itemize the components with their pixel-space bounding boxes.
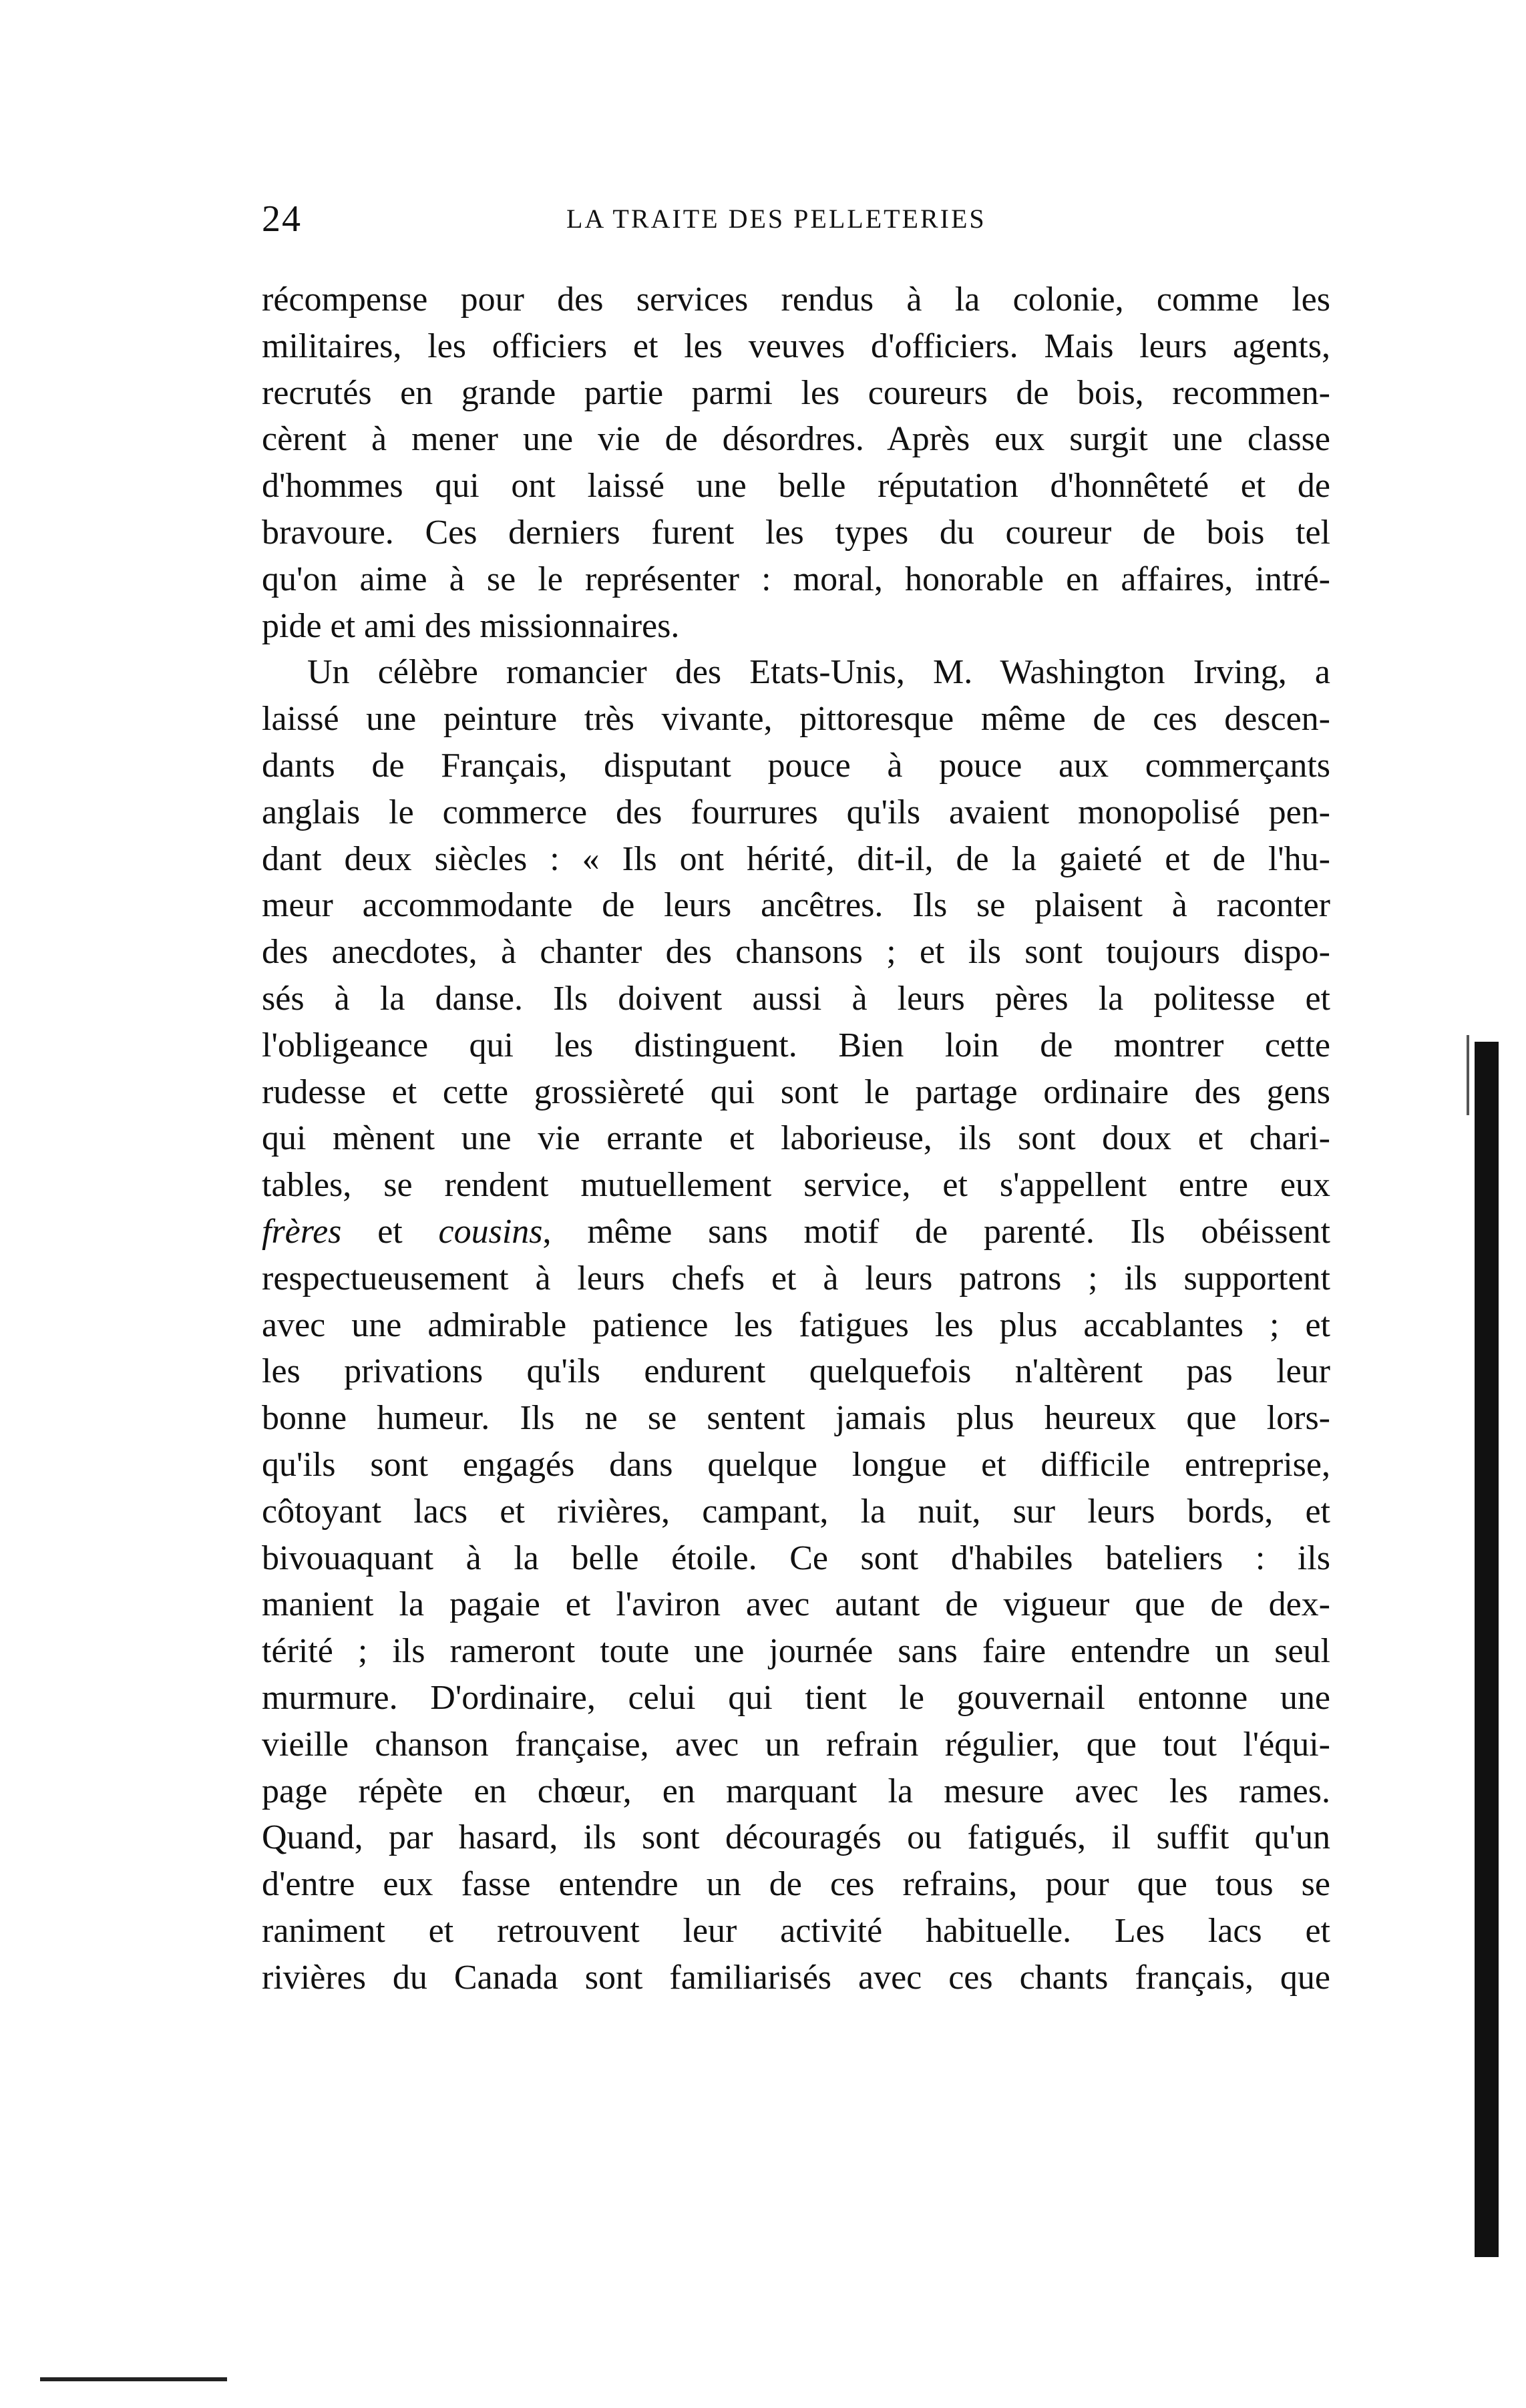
text-line: térité ; ils rameront toute une journée sans faire entendre un seul [262,1632,1330,1671]
body-text [262,276,1330,2001]
margin-scan-mark [1467,1035,1469,1115]
text-line: cèrent à mener une vie de désordres. Après eux surgit une classe [262,420,1330,459]
text-line: qui mènent une vie errante et laborieuse, ils sont doux et chari- [262,1119,1330,1158]
italic-word: cousins [438,1212,543,1251]
margin-scan-bar [1475,1042,1499,2257]
text-line: laissé une peinture très vivante, pittoresque même de ces descen- [262,700,1330,739]
text-line: militaires, les officiers et les veuves d'officiers. Mais leurs agents, [262,327,1330,365]
text-line: qu'ils sont engagés dans quelque longue et difficile entreprise, [262,1445,1330,1484]
text-line: rudesse et cette grossièreté qui sont le partage ordinaire des gens [262,1072,1330,1111]
footer-rule [40,2377,227,2381]
text-line: vieille chanson française, avec un refrain régulier, que tout l'équi- [262,1725,1330,1764]
text-line: bonne humeur. Ils ne se sentent jamais plus heureux que lors- [262,1399,1330,1438]
text-line: des anecdotes, à chanter des chansons ; et ils sont toujours dispo- [262,933,1330,972]
text-line: meur accommodante de leurs ancêtres. Ils se plaisent à raconter [262,886,1330,925]
text-line: récompense pour des services rendus à la colonie, comme les [262,280,1330,319]
text-line: page répète en chœur, en marquant la mesure avec les rames. [262,1772,1330,1810]
text-line: frères et cousins, même sans motif de parenté. Ils obéissent [262,1212,1330,1251]
text-line: bravoure. Ces derniers furent les types du coureur de bois tel [262,513,1330,552]
text-line: d'entre eux fasse entendre un de ces refrains, pour que tous se [262,1865,1330,1904]
text-line: avec une admirable patience les fatigues les plus accablantes ; et [262,1306,1330,1344]
text-line: les privations qu'ils endurent quelquefois n'altèrent pas leur [262,1352,1330,1391]
text-line: respectueusement à leurs chefs et à leurs patrons ; ils supportent [262,1259,1330,1297]
text-line: l'obligeance qui les distinguent. Bien loin de montrer cette [262,1026,1330,1064]
text-line: côtoyant lacs et rivières, campant, la nuit, sur leurs bords, et [262,1492,1330,1531]
text-line: rivières du Canada sont familiarisés avec ces chants français, que [262,1958,1330,1997]
text-line: dant deux siècles : « Ils ont hérité, dit-il, de la gaieté et de l'hu- [262,839,1330,878]
text-line: pide et ami des missionnaires. [262,606,680,645]
text-line: Quand, par hasard, ils sont découragés ou fatigués, il suffit qu'un [262,1818,1330,1857]
text-line: raniment et retrouvent leur activité habituelle. Les lacs et [262,1911,1330,1950]
running-header: LA TRAITE DES PELLETERIES [566,204,986,234]
text-line: tables, se rendent mutuellement service, et s'appellent entre eux [262,1166,1330,1205]
text-line: dants de Français, disputant pouce à pouce aux commerçants [262,746,1330,785]
text-line: manient la pagaie et l'aviron avec autant de vigueur que de dex- [262,1585,1330,1624]
text-line: anglais le commerce des fourrures qu'ils avaient monopolisé pen- [262,793,1330,831]
text-line: sés à la danse. Ils doivent aussi à leurs pères la politesse et [262,979,1330,1018]
text-line: qu'on aime à se le représenter : moral, honorable en affaires, intré- [262,560,1330,598]
text-line: murmure. D'ordinaire, celui qui tient le gouvernail entonne une [262,1678,1330,1717]
text-line: bivouaquant à la belle étoile. Ce sont d'habiles bateliers : ils [262,1539,1330,1577]
text-line: recrutés en grande partie parmi les coureurs de bois, recommen- [262,373,1330,412]
page-number: 24 [262,198,302,240]
text-line: d'hommes qui ont laissé une belle réputation d'honnêteté et de [262,467,1330,506]
text-line: Un célèbre romancier des Etats-Unis, M. Washington Irving, a [307,653,1330,692]
italic-word: frères [262,1212,342,1251]
